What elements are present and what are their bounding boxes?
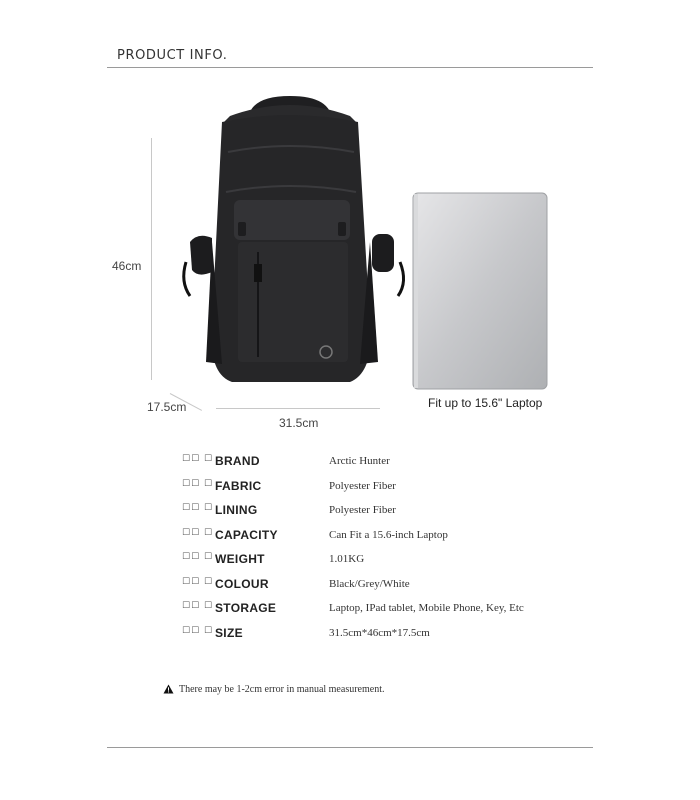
spec-bullet-icon: ☐☐ ☐ — [182, 528, 214, 538]
spec-label: SIZE — [215, 626, 243, 640]
spec-bullet-icon: ☐☐ ☐ — [182, 454, 214, 464]
spec-row — [182, 600, 582, 618]
spec-label: STORAGE — [215, 601, 277, 615]
spec-value: Can Fit a 15.6-inch Laptop — [329, 529, 448, 541]
width-guide-line — [216, 408, 380, 409]
spec-value: Black/Grey/White — [329, 578, 410, 590]
laptop-icon — [412, 192, 548, 390]
warning-triangle-icon — [163, 684, 174, 694]
spec-bullet-icon: ☐☐ ☐ — [182, 503, 214, 513]
spec-value: 1.01KG — [329, 553, 365, 565]
spec-value: 31.5cm*46cm*17.5cm — [329, 627, 430, 639]
spec-label: FABRIC — [215, 479, 262, 493]
spec-label: BRAND — [215, 454, 260, 468]
section-title: PRODUCT INFO. — [117, 48, 228, 63]
height-guide-line — [151, 138, 152, 380]
measurement-note — [163, 684, 384, 695]
spec-row — [182, 502, 582, 520]
spec-row — [182, 625, 582, 643]
spec-bullet-icon: ☐☐ ☐ — [182, 626, 214, 636]
top-divider — [107, 67, 593, 68]
height-dimension-label: 46cm — [112, 259, 142, 273]
spec-row — [182, 527, 582, 545]
spec-value: Polyester Fiber — [329, 480, 396, 492]
spec-label: WEIGHT — [215, 552, 265, 566]
width-dimension-label: 31.5cm — [279, 416, 319, 430]
spec-value: Polyester Fiber — [329, 504, 396, 516]
laptop-caption: Fit up to 15.6" Laptop — [428, 396, 543, 410]
spec-row — [182, 453, 582, 471]
measurement-note-text: There may be 1-2cm error in manual measurement. — [179, 684, 385, 695]
spec-bullet-icon: ☐☐ ☐ — [182, 479, 214, 489]
spec-bullet-icon: ☐☐ ☐ — [182, 601, 214, 611]
spec-value: Arctic Hunter — [329, 455, 390, 467]
spec-label: CAPACITY — [215, 528, 278, 542]
spec-row — [182, 551, 582, 569]
backpack-photo-icon — [178, 92, 410, 392]
bottom-divider — [107, 747, 593, 748]
depth-dimension-label: 17.5cm — [147, 400, 187, 414]
spec-bullet-icon: ☐☐ ☐ — [182, 552, 214, 562]
spec-row — [182, 478, 582, 496]
spec-row — [182, 576, 582, 594]
spec-bullet-icon: ☐☐ ☐ — [182, 577, 214, 587]
spec-value: Laptop, IPad tablet, Mobile Phone, Key, Etc — [329, 602, 524, 614]
spec-label: LINING — [215, 503, 258, 517]
spec-label: COLOUR — [215, 577, 269, 591]
